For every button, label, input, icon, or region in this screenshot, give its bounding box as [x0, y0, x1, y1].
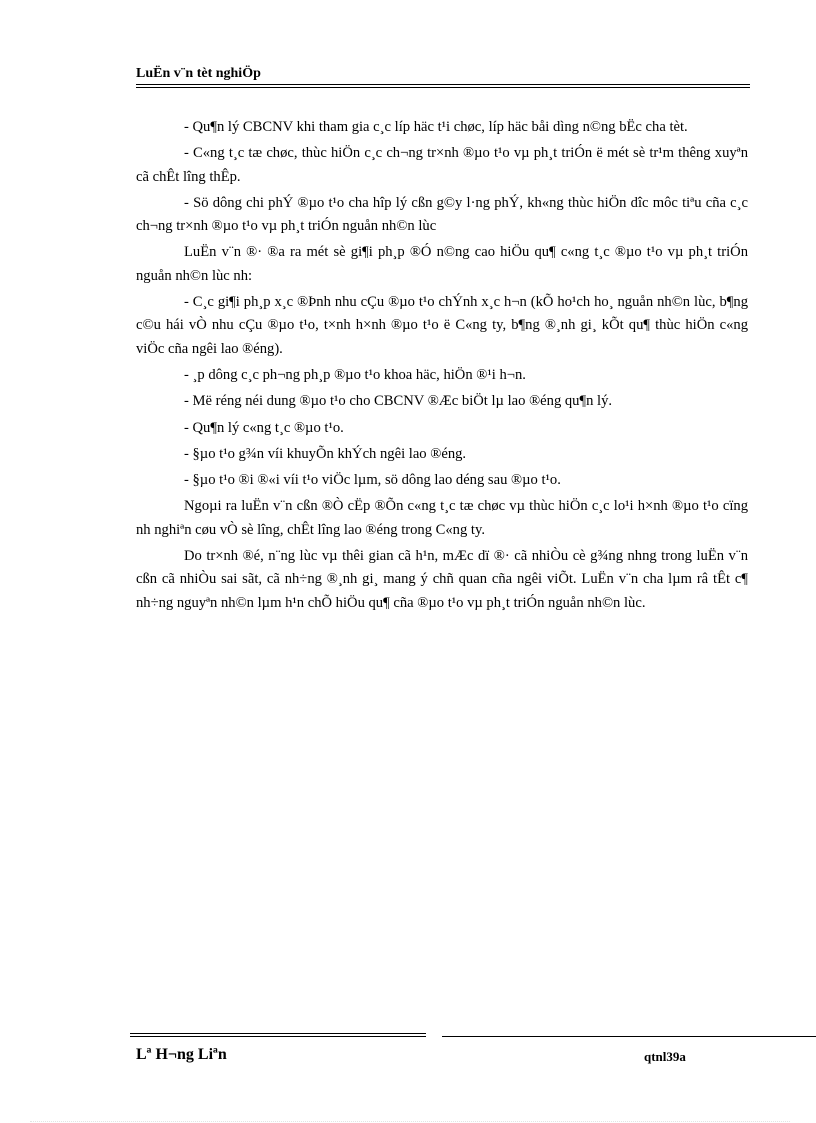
paragraph: - ¸p dông c¸c ph¬ng ph¸p ®µo t¹o khoa häc, hiÖn ®¹i h¬n. — [184, 366, 526, 383]
footer-right-rule — [442, 1036, 816, 1037]
paragraph: - §µo t¹o g¾n víi khuyÕn khÝch ngêi lao ®éng. — [184, 445, 467, 462]
document-body — [136, 116, 748, 618]
footer-left-rule-top — [130, 1033, 426, 1034]
footer-left-rule-bottom — [130, 1036, 426, 1037]
paragraph: - Qu¶n lý CBCNV khi tham gia c¸c líp häc t¹i chøc, líp häc båi dìng n©ng bËc cha tèt. — [184, 119, 688, 135]
paragraph: Do tr×nh ®é, n¨ng lùc vµ thêi gian cã h¹n, mÆc dï ®· cã nhiÒu cè g¾ng nhng trong luËn v¨n cßn cã nhiÒu sai sãt, cã nh÷ng ®¸nh gi¸ mang ý chñ quan cña ngêi viÕt. LuËn v¨n cha lµm râ tÊt c¶ nh÷ng nguyªn nh©n lµm h¹n chÕ hiÖu qu¶ cña ®µo t¹o vµ ph¸t triÓn nguån nh©n lùc. — [136, 548, 748, 611]
paragraph: - Sö dông chi phÝ ®µo t¹o cha hîp lý cßn g©y l·ng phÝ, kh«ng thùc hiÖn dîc môc tiªu cña c¸c ch¬ng tr×nh ®µo t¹o vµ ph¸t triÓn nguån nh©n lùc — [136, 194, 748, 235]
footer-author: Lª H¬ng Liªn — [136, 1046, 227, 1063]
paragraph: - §µo t¹o ®i ®«i víi t¹o viÖc lµm, sö dông lao déng sau ®µo t¹o. — [184, 472, 561, 489]
paragraph: - Qu¶n lý c«ng t¸c ®µo t¹o. — [184, 419, 344, 436]
paragraph: Ngoµi ra luËn v¨n cßn ®Ò cËp ®Õn c«ng t¸c tæ chøc vµ thùc hiÖn c¸c lo¹i h×nh ®µo t¹o cïng nh nghiªn cøu vÒ sè lîng, chÊt lîng lao ®éng trong C«ng ty. — [136, 498, 748, 538]
footer-code: qtnl39a — [644, 1049, 686, 1064]
paragraph: LuËn v¨n ®· ®a ra mét sè gi¶i ph¸p ®Ó n©ng cao hiÖu qu¶ c«ng t¸c ®µo t¹o vµ ph¸t triÓn nguån nh©n lùc nh: — [136, 244, 748, 284]
page-bottom-edge — [30, 1121, 790, 1122]
paragraph: - C¸c gi¶i ph¸p x¸c ®Þnh nhu cÇu ®µo t¹o chÝnh x¸c h¬n (kÕ ho¹ch ho¸ nguån nh©n lùc, b¶ng c©u hái vÒ nhu cÇu ®µo t¹o, t×nh h×nh ®µo t¹o ë C«ng ty, b¶ng ®¸nh gi¸ kÕt qu¶ thùc hiÖn c«ng viÖc cña ngêi lao ®éng). — [136, 294, 748, 357]
paragraph: - C«ng t¸c tæ chøc, thùc hiÖn c¸c ch¬ng tr×nh ®µo t¹o vµ ph¸t triÓn ë mét sè tr¹m thêng xuyªn cã chÊt lîng thÊp. — [136, 145, 748, 185]
paragraph: - Më réng néi dung ®µo t¹o cho CBCNV ®Æc biÖt lµ lao ®éng qu¶n lý. — [184, 393, 613, 410]
header-rule-top — [136, 84, 750, 85]
header-rule-bottom — [136, 87, 750, 88]
document-header-title: LuËn v¨n tèt nghiÖp — [136, 66, 261, 81]
